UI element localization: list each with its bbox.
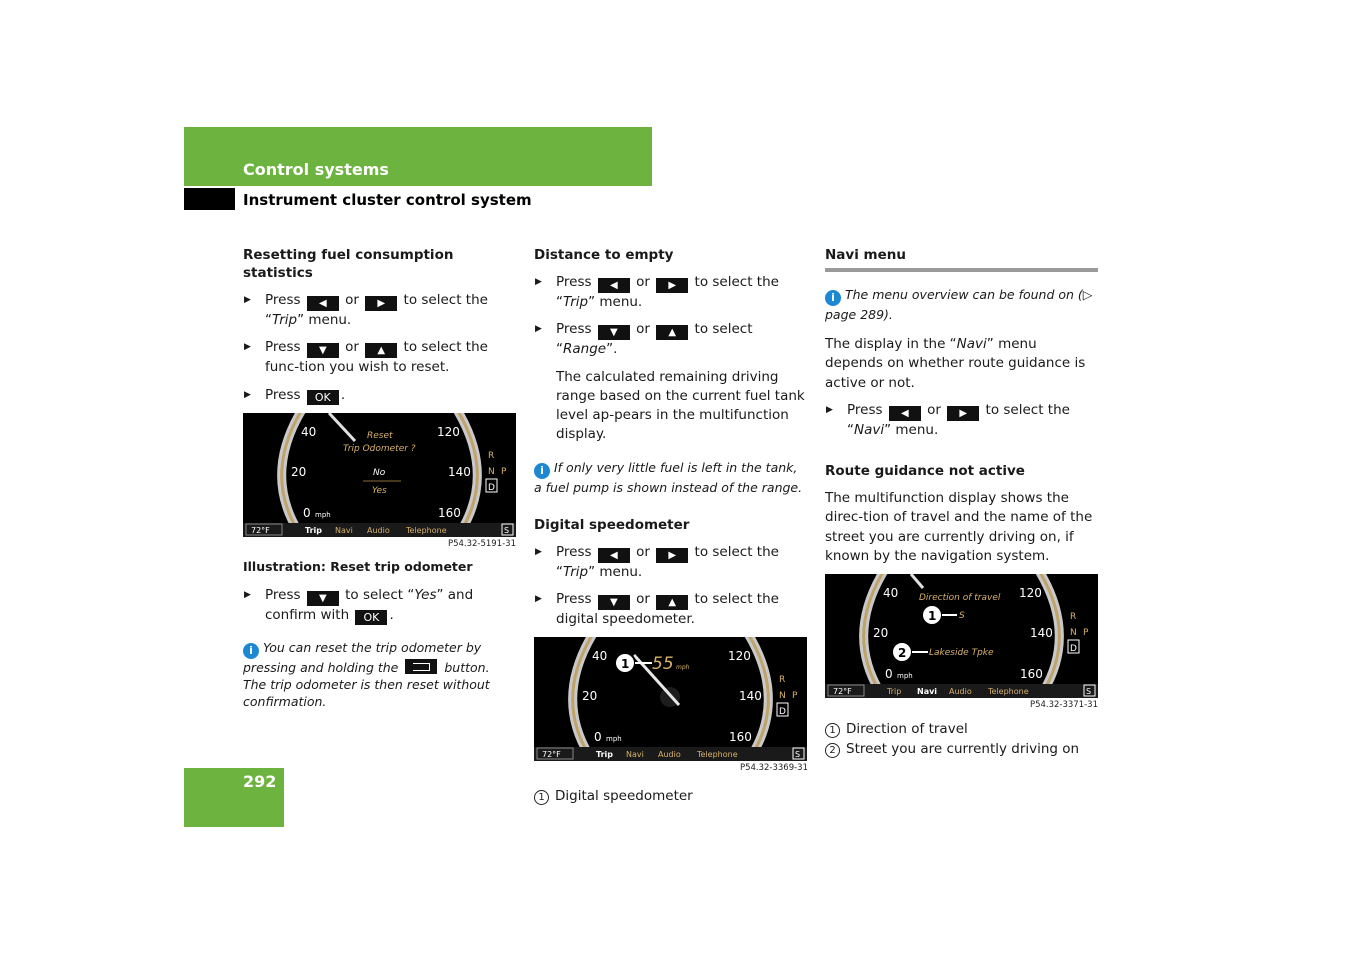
left-key-icon: ◀ bbox=[889, 406, 921, 421]
menu-trip: Trip bbox=[596, 750, 613, 760]
section-marker bbox=[184, 188, 235, 210]
gear-d: D bbox=[488, 482, 495, 493]
figure-caption: Illustration: Reset trip odometer bbox=[243, 558, 473, 574]
tick-0: 0 bbox=[594, 730, 602, 745]
menu-telephone: Telephone bbox=[406, 525, 447, 535]
step-press-ok: ▶ Press OK . bbox=[243, 386, 516, 405]
direction-of-travel-label: Direction of travel bbox=[919, 593, 1001, 604]
back-key-icon bbox=[405, 659, 437, 674]
gear-d: D bbox=[1070, 644, 1077, 655]
tick-20: 20 bbox=[582, 689, 598, 704]
tick-20: 20 bbox=[291, 464, 307, 479]
tick-40: 40 bbox=[301, 424, 317, 439]
figure-navi-display bbox=[825, 574, 1098, 698]
info-icon: i bbox=[825, 290, 841, 306]
figure-code: P54.32-5191-31 bbox=[447, 538, 516, 549]
heading-route-guidance-not-active: Route guidance not active bbox=[825, 463, 1025, 480]
unit-mph: mph bbox=[606, 735, 622, 744]
gear-d: D bbox=[779, 707, 786, 718]
tick-0: 0 bbox=[303, 505, 311, 520]
section-title: Instrument cluster control system bbox=[243, 191, 532, 209]
legend-street: 2 Street you are currently driving on bbox=[825, 740, 1098, 759]
figure-code: P54.32-3369-31 bbox=[739, 763, 808, 774]
unit-mph: mph bbox=[315, 510, 331, 519]
note-reset-hold: i You can reset the trip odometer by pressing and holding the button. The trip odometer is then reset without confirmation. bbox=[243, 640, 490, 710]
unit-mph: mph bbox=[897, 672, 913, 681]
column-distance-speedometer bbox=[534, 246, 808, 807]
tick-160: 160 bbox=[438, 505, 461, 520]
menu-audio: Audio bbox=[658, 750, 681, 760]
temperature: 72°F bbox=[542, 750, 561, 760]
figure-reset-trip-odometer bbox=[243, 413, 516, 537]
gear-p: P bbox=[792, 691, 798, 702]
note-menu-overview: i The menu overview can be found on (▷ page 289). bbox=[825, 287, 1093, 322]
menu-navi: Navi bbox=[917, 687, 938, 697]
reset-line1: Reset bbox=[367, 430, 393, 441]
left-key-icon: ◀ bbox=[307, 296, 339, 311]
right-key-icon: ▶ bbox=[656, 278, 688, 293]
street-name: Lakeside Tpke bbox=[929, 648, 994, 659]
info-icon: i bbox=[534, 463, 550, 479]
gear-p: P bbox=[1083, 628, 1089, 639]
left-key-icon: ◀ bbox=[598, 278, 630, 293]
note-fuel-pump: i If only very little fuel is left in the tank, a fuel pump is shown instead of the range. bbox=[534, 459, 803, 495]
menu-trip: Trip bbox=[305, 525, 322, 535]
ok-key-icon: OK bbox=[355, 610, 387, 625]
gear-n: N bbox=[1070, 628, 1077, 639]
tick-140: 140 bbox=[448, 464, 471, 479]
digital-speed: 55 bbox=[652, 654, 674, 675]
step-select-yes: ▶ Press ▼ to select “Yes” and confirm with OK . bbox=[243, 586, 516, 625]
reset-option-no: No bbox=[373, 467, 386, 478]
step-select-trip-2: ▶ Press ◀ or ▶ to select the “Trip” menu. bbox=[534, 543, 808, 582]
column-navi-menu bbox=[825, 246, 1098, 759]
step-select-range: ▶ Press ▼ or ▲ to select “Range”. bbox=[534, 320, 808, 359]
tick-120: 120 bbox=[437, 424, 460, 439]
tick-120: 120 bbox=[1019, 586, 1042, 601]
indicator-s: S bbox=[795, 750, 801, 760]
info-icon: i bbox=[243, 643, 259, 659]
range-description: The calculated remaining driving range based on the current fuel tank level ap-pears in the multifunction display. bbox=[556, 368, 805, 443]
badge-1: 1 bbox=[621, 657, 630, 672]
tick-160: 160 bbox=[1020, 667, 1043, 682]
menu-navi: Navi bbox=[335, 525, 353, 535]
tick-40: 40 bbox=[592, 649, 608, 664]
tick-40: 40 bbox=[883, 586, 899, 601]
legend-digital-speedometer: 1 Digital speedometer bbox=[534, 787, 808, 806]
heading-distance-to-empty: Distance to empty bbox=[534, 247, 674, 263]
temperature: 72°F bbox=[833, 687, 852, 697]
step-select-trip: ▶ Press ◀ or ▶ to select the “Trip” menu. bbox=[243, 291, 516, 330]
ok-key-icon: OK bbox=[307, 390, 339, 405]
right-key-icon: ▶ bbox=[365, 296, 397, 311]
menu-telephone: Telephone bbox=[697, 750, 738, 760]
gear-n: N bbox=[779, 691, 786, 702]
indicator-s: S bbox=[1086, 687, 1092, 697]
step-select-trip: ▶ Press ◀ or ▶ to select the “Trip” menu. bbox=[534, 273, 808, 312]
route-guidance-description: The multifunction display shows the direc-tion of travel and the name of the street you are currently driving on, if known by the navigation system. bbox=[825, 490, 1093, 565]
tick-20: 20 bbox=[873, 626, 889, 641]
figure-digital-speedometer bbox=[534, 637, 807, 761]
direction-value: S bbox=[959, 611, 965, 622]
menu-navi: Navi bbox=[626, 750, 644, 760]
chapter-title: Control systems bbox=[243, 160, 389, 179]
badge-1: 1 bbox=[928, 609, 937, 624]
menu-telephone: Telephone bbox=[988, 687, 1029, 697]
menu-audio: Audio bbox=[367, 525, 390, 535]
tick-0: 0 bbox=[885, 667, 893, 682]
menu-trip: Trip bbox=[887, 687, 902, 697]
heading-navi-menu: Navi menu bbox=[825, 246, 1098, 272]
up-key-icon: ▲ bbox=[365, 343, 397, 358]
reset-line2: Trip Odometer ? bbox=[343, 443, 416, 454]
heading-reset: Resetting fuel consumption statistics bbox=[243, 247, 454, 281]
up-key-icon: ▲ bbox=[656, 325, 688, 340]
legend-direction-of-travel: 1 Direction of travel bbox=[825, 720, 1098, 739]
down-key-icon: ▼ bbox=[598, 325, 630, 340]
gear-r: R bbox=[1070, 612, 1077, 623]
menu-audio: Audio bbox=[949, 687, 972, 697]
temperature: 72°F bbox=[251, 525, 270, 535]
gear-r: R bbox=[779, 675, 786, 686]
tick-120: 120 bbox=[728, 649, 751, 664]
reset-option-yes: Yes bbox=[372, 485, 387, 496]
tick-140: 140 bbox=[739, 689, 762, 704]
right-key-icon: ▶ bbox=[656, 548, 688, 563]
tick-160: 160 bbox=[729, 730, 752, 745]
gear-r: R bbox=[488, 450, 495, 461]
gear-p: P bbox=[501, 466, 507, 477]
down-key-icon: ▼ bbox=[598, 595, 630, 610]
gear-n: N bbox=[488, 466, 495, 477]
heading-digital-speedometer: Digital speedometer bbox=[534, 516, 690, 533]
step-select-navi: ▶ Press ◀ or ▶ to select the “Navi” menu. bbox=[825, 401, 1098, 440]
tick-140: 140 bbox=[1030, 626, 1053, 641]
page-number: 292 bbox=[243, 772, 277, 791]
down-key-icon: ▼ bbox=[307, 343, 339, 358]
column-reset-statistics bbox=[243, 246, 516, 722]
left-key-icon: ◀ bbox=[598, 548, 630, 563]
up-key-icon: ▲ bbox=[656, 595, 688, 610]
right-key-icon: ▶ bbox=[947, 406, 979, 421]
indicator-s: S bbox=[504, 525, 510, 535]
figure-code: P54.32-3371-31 bbox=[1029, 700, 1098, 711]
navi-display-description: The display in the “Navi” menu depends on whether route guidance is active or not. bbox=[825, 336, 1086, 391]
down-key-icon: ▼ bbox=[307, 591, 339, 606]
step-select-function: ▶ Press ▼ or ▲ to select the func-tion you wish to reset. bbox=[243, 338, 516, 377]
step-select-digital-speedometer: ▶ Press ▼ or ▲ to select the digital speedometer. bbox=[534, 590, 808, 629]
digital-speed-unit: mph bbox=[676, 664, 690, 672]
badge-2: 2 bbox=[898, 646, 907, 661]
